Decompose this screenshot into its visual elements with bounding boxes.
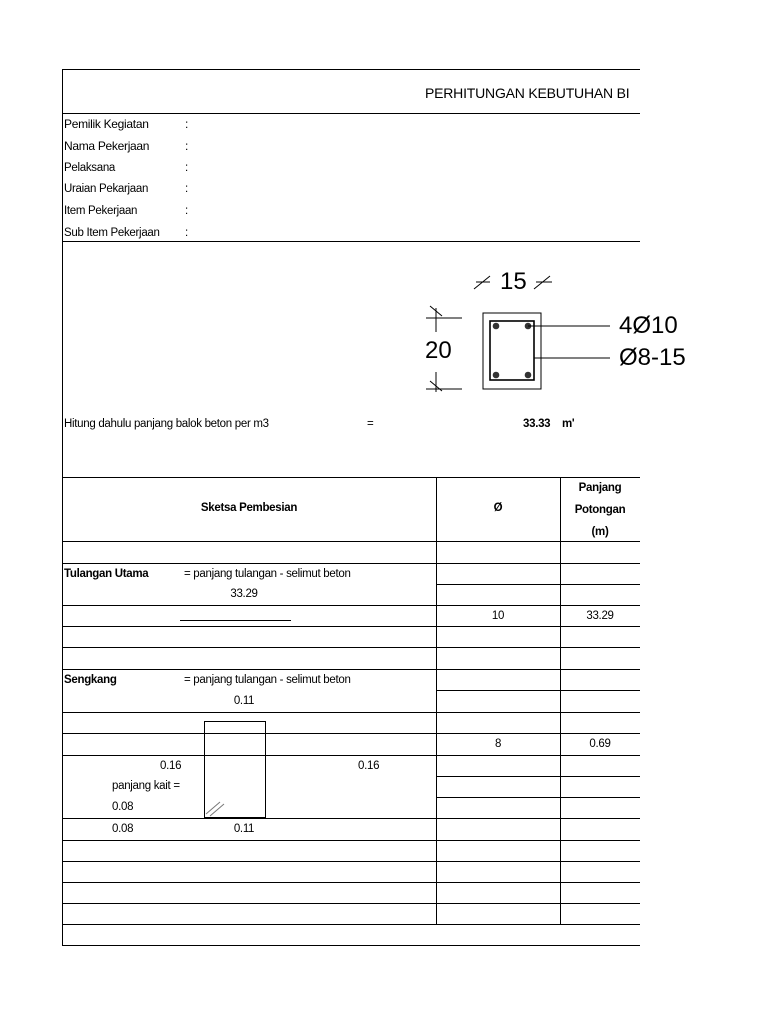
info-colon: :: [185, 205, 188, 217]
frame-top: [62, 69, 640, 70]
stirrup-diameter: 8: [494, 738, 502, 750]
calc-label: Hitung dahulu panjang balok beton per m3: [64, 418, 269, 430]
title-divider: [62, 113, 640, 114]
row-line: [62, 733, 640, 734]
row-line: [62, 605, 640, 606]
rebar-dot: [493, 323, 500, 330]
info-label-subitem: Sub Item Pekerjaan: [64, 227, 160, 239]
calc-unit: m': [562, 418, 575, 430]
header-diameter: Ø: [493, 502, 503, 514]
info-divider: [62, 241, 640, 242]
frame-bottom: [62, 945, 640, 946]
row-line: [62, 924, 640, 925]
main-rebar-formula: = panjang tulangan - selimut beton: [184, 568, 351, 580]
row-line: [62, 861, 640, 862]
header-length-2: Potongan: [574, 504, 626, 516]
stirrup-top-length: 0.11: [233, 695, 255, 707]
row-line: [436, 797, 640, 798]
stirrup-cut-length: 0.69: [589, 738, 611, 750]
main-rebar-label: Tulangan Utama: [64, 568, 149, 580]
rebar-dot: [493, 372, 500, 379]
section-width-label: 15: [500, 268, 527, 295]
info-label-description: Uraian Pekarjaan: [64, 183, 149, 195]
stirrup-right-length: 0.16: [358, 760, 380, 772]
section-height-label: 20: [425, 337, 452, 364]
info-label-item: Item Pekerjaan: [64, 205, 138, 217]
stirrup-outline: [490, 321, 534, 380]
info-colon: :: [185, 139, 189, 153]
col-divider: [560, 477, 561, 925]
stirrup-label: Ø8-15: [619, 344, 686, 371]
table-top: [62, 477, 640, 478]
row-line: [436, 776, 640, 777]
row-line: [62, 840, 640, 841]
header-sketch: Sketsa Pembesian: [200, 502, 298, 514]
row-line: [62, 563, 640, 564]
main-rebar-diameter: 10: [491, 610, 505, 622]
row-line: [62, 818, 640, 819]
row-line: [436, 690, 640, 691]
info-colon: :: [185, 117, 189, 131]
info-label-owner: Pemilik Kegiatan: [64, 117, 149, 131]
row-line: [62, 626, 640, 627]
rebar-dot: [525, 372, 532, 379]
col-divider: [436, 477, 437, 925]
row-line: [62, 882, 640, 883]
info-colon: :: [185, 227, 188, 239]
row-line: [62, 647, 640, 648]
stirrup-formula: = panjang tulangan - selimut beton: [184, 674, 351, 686]
stirrup-bottom-length: 0.11: [233, 823, 255, 835]
info-colon: :: [185, 183, 188, 195]
info-label-executor: Pelaksana: [64, 162, 116, 174]
info-colon: :: [185, 162, 188, 174]
hook-length-label: panjang kait =: [112, 780, 180, 792]
row-line: [62, 669, 640, 670]
header-length-1: Panjang: [578, 482, 622, 494]
row-line: [62, 903, 640, 904]
main-rebar-cut-length: 33.29: [586, 610, 614, 622]
header-divider: [62, 541, 640, 542]
hook-length-1: 0.08: [112, 801, 134, 813]
calc-value: 33.33: [523, 418, 551, 430]
stirrup-hook-sketch: [204, 798, 228, 818]
main-rebar-sketch-line: [180, 620, 291, 621]
stirrup-left-length: 0.16: [160, 760, 182, 772]
stirrup-rebar-label: Sengkang: [64, 674, 117, 686]
concrete-outline: [483, 313, 541, 389]
main-rebar-length: 33.29: [230, 588, 258, 600]
header-length-3: (m): [591, 526, 609, 538]
info-label-job: Nama Pekerjaan: [64, 139, 150, 153]
page-title: PERHITUNGAN KEBUTUHAN BI: [425, 85, 630, 101]
calc-equals: =: [367, 418, 374, 430]
row-line: [62, 755, 640, 756]
main-bar-label: 4Ø10: [619, 312, 678, 339]
row-line: [436, 584, 640, 585]
row-line: [62, 712, 640, 713]
hook-length-2: 0.08: [112, 823, 134, 835]
